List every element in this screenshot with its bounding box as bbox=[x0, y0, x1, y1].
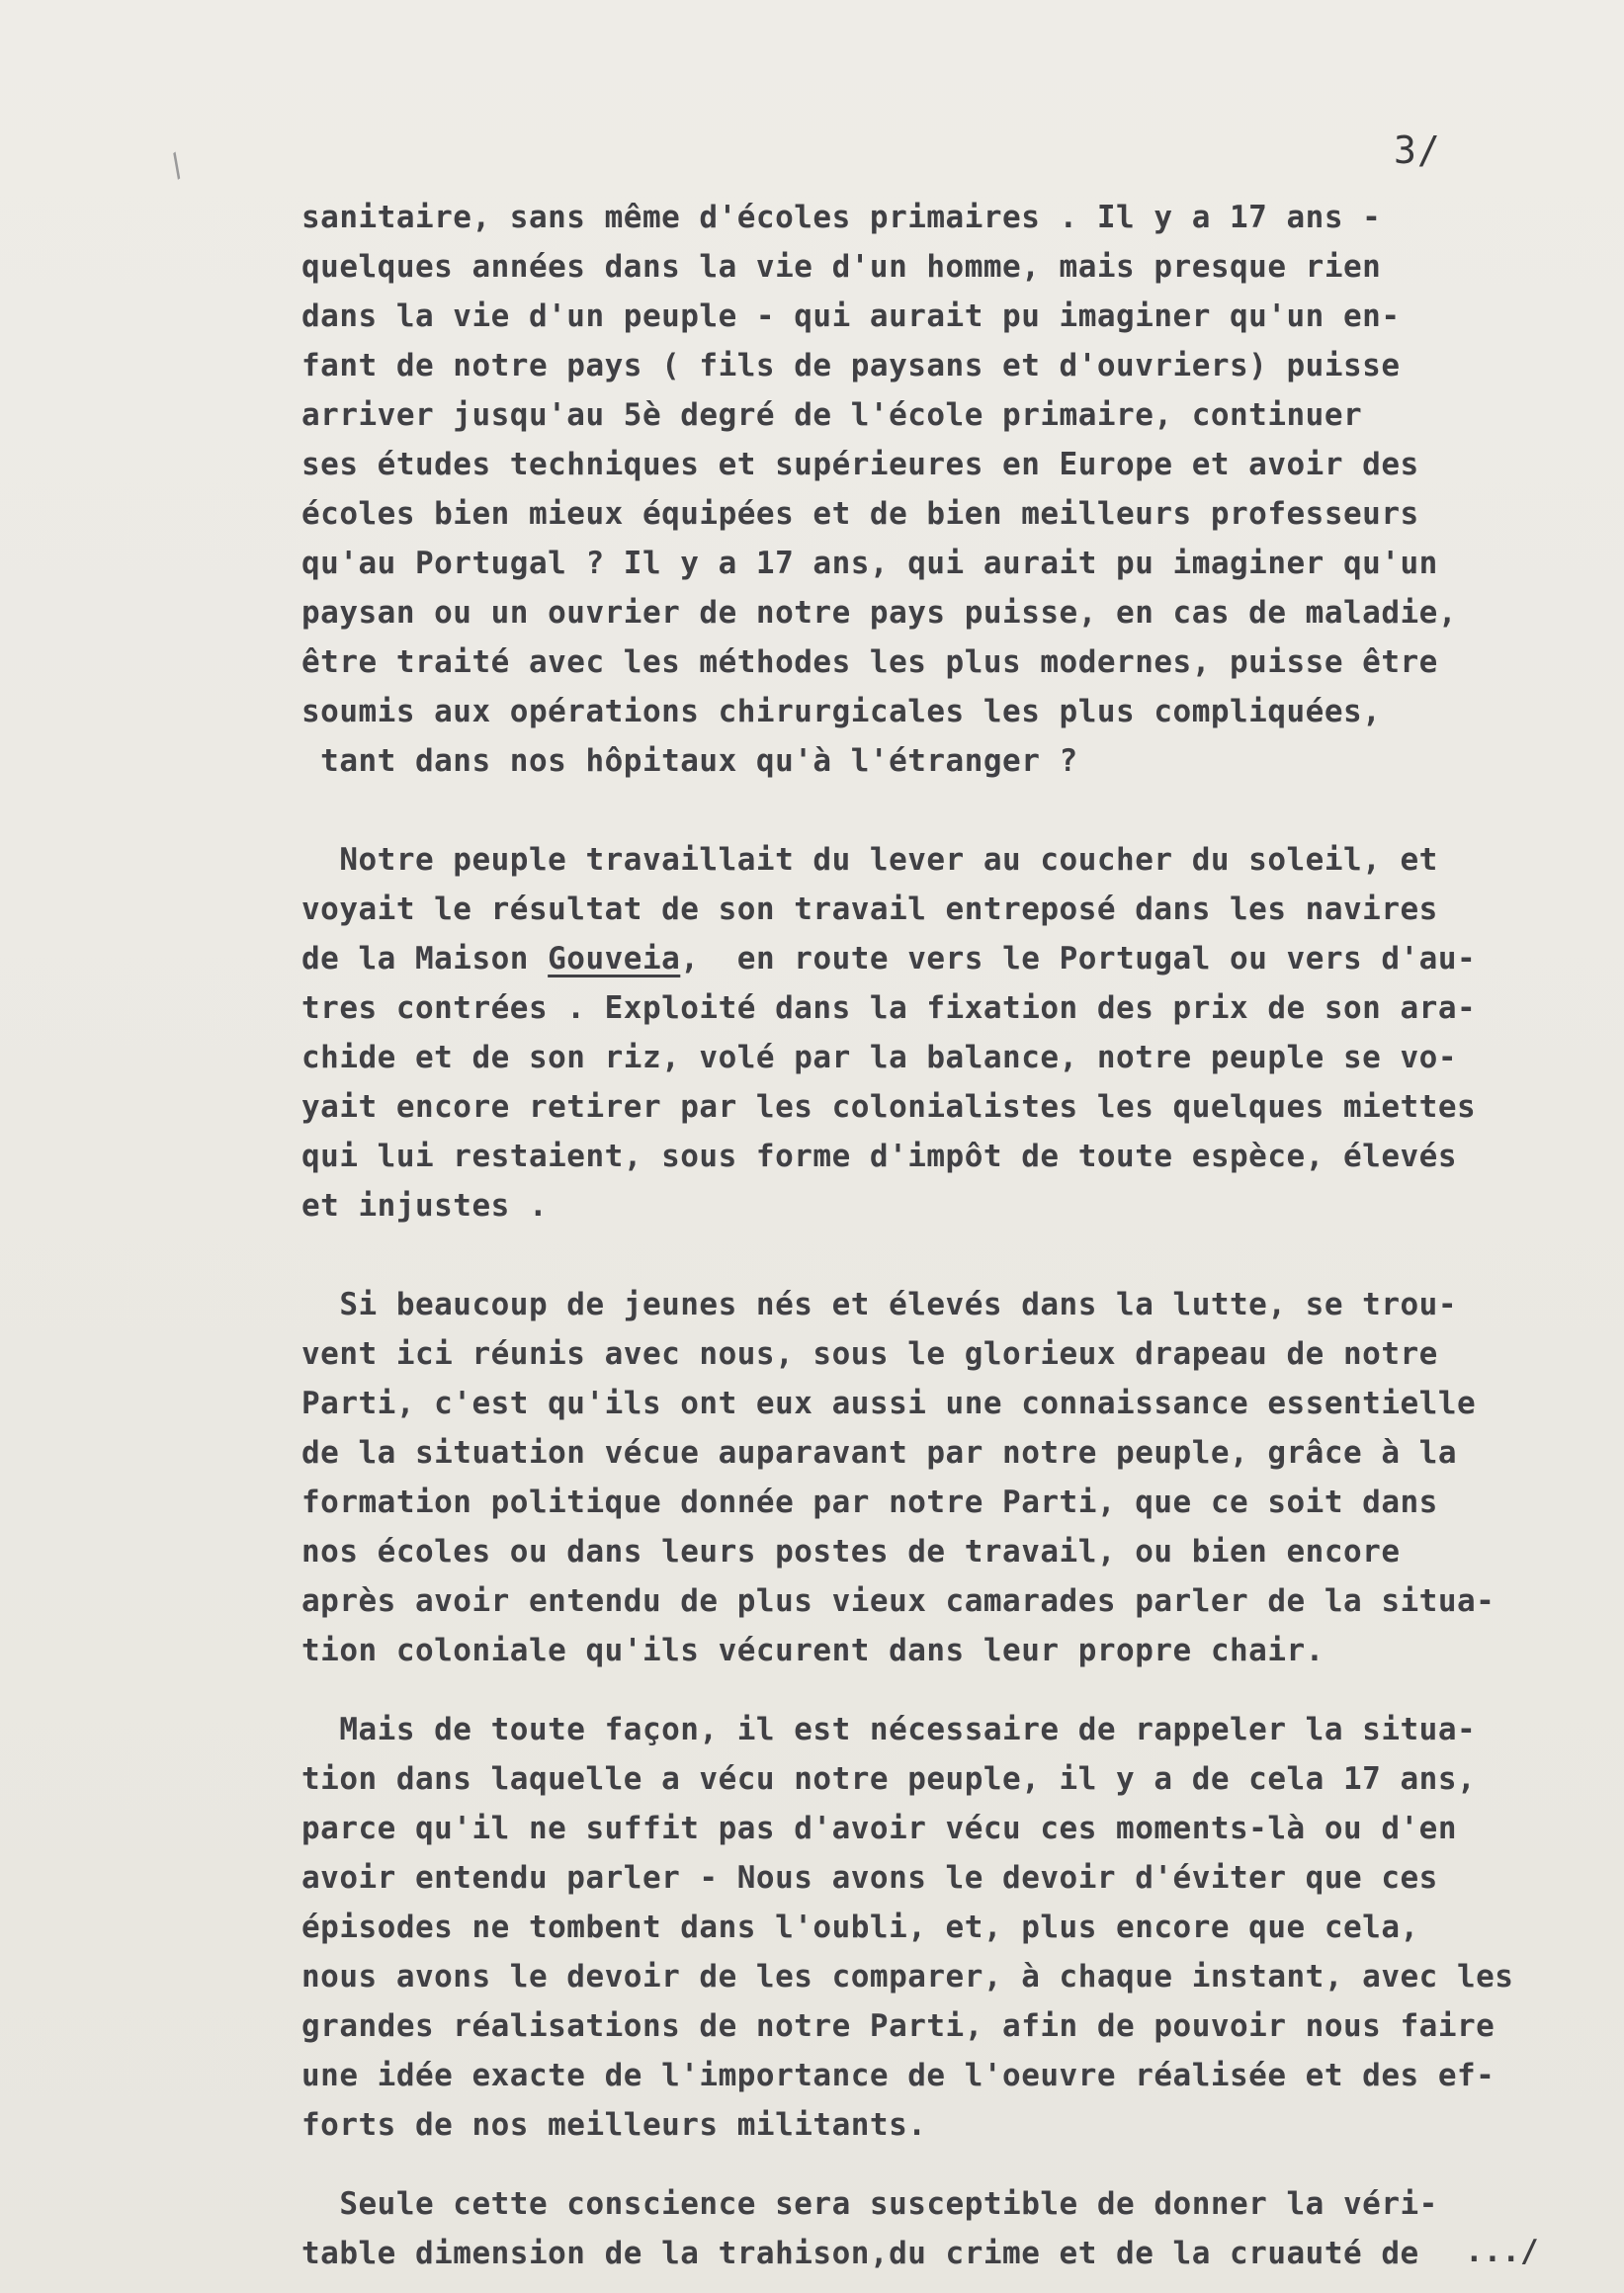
text-line: quelques années dans la vie d'un homme, mais presque rien bbox=[301, 249, 1382, 285]
text-line: Mais de toute façon, il est nécessaire de rappeler la situa- bbox=[301, 1712, 1477, 1747]
text-line: dans la vie d'un peuple - qui aurait pu imaginer qu'un en- bbox=[301, 298, 1401, 334]
text-line: après avoir entendu de plus vieux camarades parler de la situa- bbox=[301, 1583, 1496, 1619]
text-line: Seule cette conscience sera susceptible de donner la véri- bbox=[301, 2186, 1438, 2222]
text-line: paysan ou un ouvrier de notre pays puisse, en cas de maladie, bbox=[301, 595, 1457, 631]
text-line: vent ici réunis avec nous, sous le glorieux drapeau de notre bbox=[301, 1336, 1438, 1372]
text-line: arriver jusqu'au 5è degré de l'école primaire, continuer bbox=[301, 397, 1363, 433]
paragraph-gap bbox=[301, 1231, 1586, 1280]
paragraph-2 bbox=[301, 835, 1586, 1231]
paragraph-1 bbox=[301, 193, 1586, 786]
text-line: fant de notre pays ( fils de paysans et d'ouvriers) puisse bbox=[301, 348, 1401, 383]
text-line: chide et de son riz, volé par la balance, notre peuple se vo- bbox=[301, 1040, 1457, 1075]
paragraph-4 bbox=[301, 1705, 1586, 2150]
text-line: tion coloniale qu'ils vécurent dans leur propre chair. bbox=[301, 1633, 1325, 1668]
document-body bbox=[301, 193, 1586, 2278]
text-line: et injustes . bbox=[301, 1188, 549, 1224]
text-line: être traité avec les méthodes les plus modernes, puisse être bbox=[301, 644, 1438, 680]
text-line: Notre peuple travaillait du lever au coucher du soleil, et bbox=[301, 842, 1438, 878]
text-line: nos écoles ou dans leurs postes de travail, ou bien encore bbox=[301, 1534, 1401, 1570]
text-line: formation politique donnée par notre Parti, que ce soit dans bbox=[301, 1485, 1438, 1520]
paragraph-gap bbox=[301, 786, 1586, 835]
text-line: ses études techniques et supérieures en Europe et avoir des bbox=[301, 447, 1419, 482]
paragraph-5 bbox=[301, 2179, 1586, 2278]
text-line: tion dans laquelle a vécu notre peuple, il y a de cela 17 ans, bbox=[301, 1761, 1477, 1797]
text-segment: , en route vers le Portugal ou vers d'au- bbox=[680, 941, 1477, 977]
text-line: avoir entendu parler - Nous avons le devoir d'éviter que ces bbox=[301, 1860, 1438, 1896]
text-line: grandes réalisations de notre Parti, afin de pouvoir nous faire bbox=[301, 2008, 1496, 2044]
margin-mark: / bbox=[159, 145, 195, 186]
text-line: écoles bien mieux équipées et de bien meilleurs professeurs bbox=[301, 496, 1419, 532]
text-line: de la situation vécue auparavant par notre peuple, grâce à la bbox=[301, 1435, 1457, 1471]
text-line: table dimension de la trahison,du crime et de la cruauté de bbox=[301, 2236, 1419, 2271]
paragraph-gap bbox=[301, 2150, 1586, 2179]
text-line: Parti, c'est qu'ils ont eux aussi une connaissance essentielle bbox=[301, 1386, 1477, 1421]
continuation-mark: .../ bbox=[1465, 2234, 1539, 2269]
text-line: une idée exacte de l'importance de l'oeuvre réalisée et des ef- bbox=[301, 2058, 1496, 2093]
paragraph-3 bbox=[301, 1280, 1586, 1675]
text-line: voyait le résultat de son travail entreposé dans les navires bbox=[301, 892, 1438, 927]
text-line: sanitaire, sans même d'écoles primaires . Il y a 17 ans - bbox=[301, 200, 1382, 235]
paragraph-gap bbox=[301, 1675, 1586, 1705]
text-line: soumis aux opérations chirurgicales les plus compliquées, bbox=[301, 694, 1382, 729]
text-line: qu'au Portugal ? Il y a 17 ans, qui aurait pu imaginer qu'un bbox=[301, 546, 1438, 581]
page-number: 3/ bbox=[1394, 128, 1441, 172]
text-segment: de la Maison bbox=[301, 941, 549, 977]
text-line: yait encore retirer par les colonialistes les quelques miettes bbox=[301, 1089, 1477, 1125]
text-line: nous avons le devoir de les comparer, à chaque instant, avec les bbox=[301, 1959, 1514, 1995]
text-line: qui lui restaient, sous forme d'impôt de toute espèce, élevés bbox=[301, 1139, 1457, 1174]
text-line: Si beaucoup de jeunes nés et élevés dans la lutte, se trou- bbox=[301, 1287, 1457, 1322]
text-line: épisodes ne tombent dans l'oubli, et, plus encore que cela, bbox=[301, 1910, 1419, 1945]
text-line: tant dans nos hôpitaux qu'à l'étranger ? bbox=[301, 743, 1078, 779]
text-line-with-underline bbox=[301, 934, 1586, 983]
text-line: forts de nos meilleurs militants. bbox=[301, 2107, 927, 2143]
text-line: parce qu'il ne suffit pas d'avoir vécu ces moments-là ou d'en bbox=[301, 1811, 1457, 1846]
text-line: tres contrées . Exploité dans la fixation des prix de son ara- bbox=[301, 990, 1477, 1026]
underlined-name: Gouveia bbox=[548, 941, 681, 977]
